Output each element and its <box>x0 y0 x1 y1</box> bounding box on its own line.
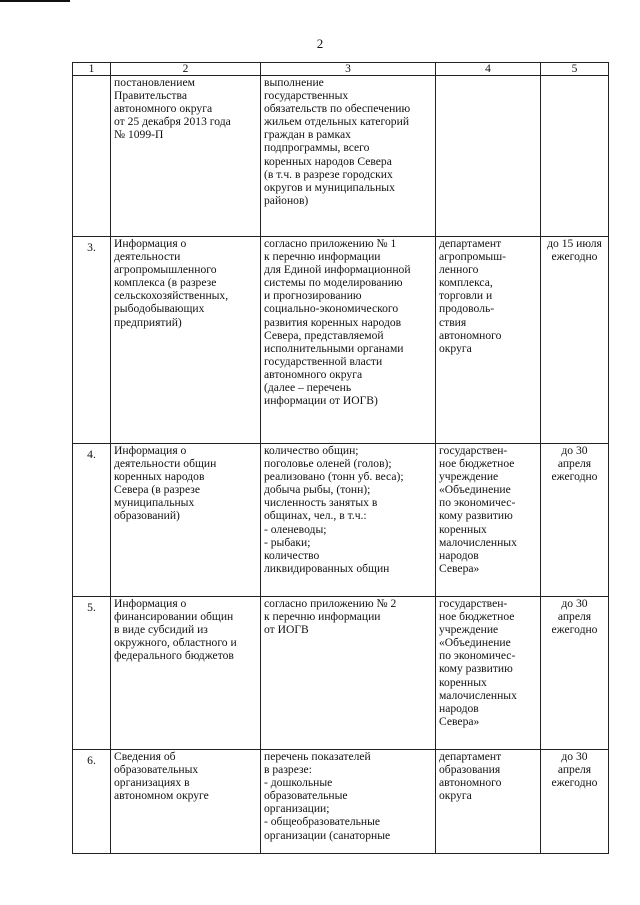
executor: государствен- ное бюджетное учреждение «Объединение по экономичес- кому развитию коренных малочисленных народов Севера» <box>436 597 541 750</box>
table-row <box>73 76 609 237</box>
row-number: 4. <box>73 444 111 597</box>
row-number: 3. <box>73 237 111 444</box>
info-name: Информация о финансировании общин в виде субсидий из окружного, областного и федерального бюджетов <box>111 597 261 750</box>
page-number: 2 <box>316 36 324 51</box>
deadline: до 30 апреля ежегодно <box>541 444 609 597</box>
deadline <box>541 76 609 237</box>
info-content: согласно приложению № 2 к перечню информации от ИОГВ <box>261 597 436 750</box>
executor: департамент образования автономного округа <box>436 750 541 854</box>
header-cell: 2 <box>111 63 261 76</box>
info-name: Информация о деятельности общин коренных народов Севера (в разрезе муниципальных образований) <box>111 444 261 597</box>
deadline: до 30 апреля ежегодно <box>541 597 609 750</box>
header-cell: 4 <box>436 63 541 76</box>
info-name: Информация о деятельности агропромышленного комплекса (в разрезе сельскохозяйственных, рыбодобывающих предприятий) <box>111 237 261 444</box>
info-content: перечень показателей в разрезе: - дошкольные образовательные организации; - общеобразовательные организации (санаторные <box>261 750 436 854</box>
row-number: 6. <box>73 750 111 854</box>
info-name: постановлением Правительства автономного округа от 25 декабря 2013 года № 1099-П <box>111 76 261 237</box>
executor <box>436 76 541 237</box>
info-content: согласно приложению № 1 к перечню информации для Единой информационной системы по моделированию и прогнозированию социально-экономического развития коренных народов Севера, представляемой исполнительными органами государственной власти автономного округа (далее – перечень информации от ИОГВ) <box>261 237 436 444</box>
info-name: Сведения об образовательных организациях в автономном округе <box>111 750 261 854</box>
executor: департамент агропромыш- ленного комплекса, торговли и продоволь- ствия автономного округа <box>436 237 541 444</box>
data-table <box>72 62 609 854</box>
table-row <box>73 237 609 444</box>
deadline: до 30 апреля ежегодно <box>541 750 609 854</box>
top-rule <box>0 0 70 2</box>
header-cell: 3 <box>261 63 436 76</box>
executor: государствен- ное бюджетное учреждение «Объединение по экономичес- кому развитию коренных малочисленных народов Севера» <box>436 444 541 597</box>
row-number: 5. <box>73 597 111 750</box>
deadline: до 15 июля ежегодно <box>541 237 609 444</box>
header-cell: 1 <box>73 63 111 76</box>
header-cell: 5 <box>541 63 609 76</box>
table-row <box>73 444 609 597</box>
info-content: выполнение государственных обязательств по обеспечению жильем отдельных категорий граждан в рамках подпрограммы, всего коренных народов Севера (в т.ч. в разрезе городских округов и муниципальных районов) <box>261 76 436 237</box>
table-row <box>73 597 609 750</box>
row-number <box>73 76 111 237</box>
table-row <box>73 750 609 854</box>
info-content: количество общин; поголовье оленей (голов); реализовано (тонн уб. веса); добыча рыбы, (тонн); численность занятых в общинах, чел., в т.ч.: - оленеводы; - рыбаки; количество ликвидированных общин <box>261 444 436 597</box>
header-row <box>73 63 609 76</box>
